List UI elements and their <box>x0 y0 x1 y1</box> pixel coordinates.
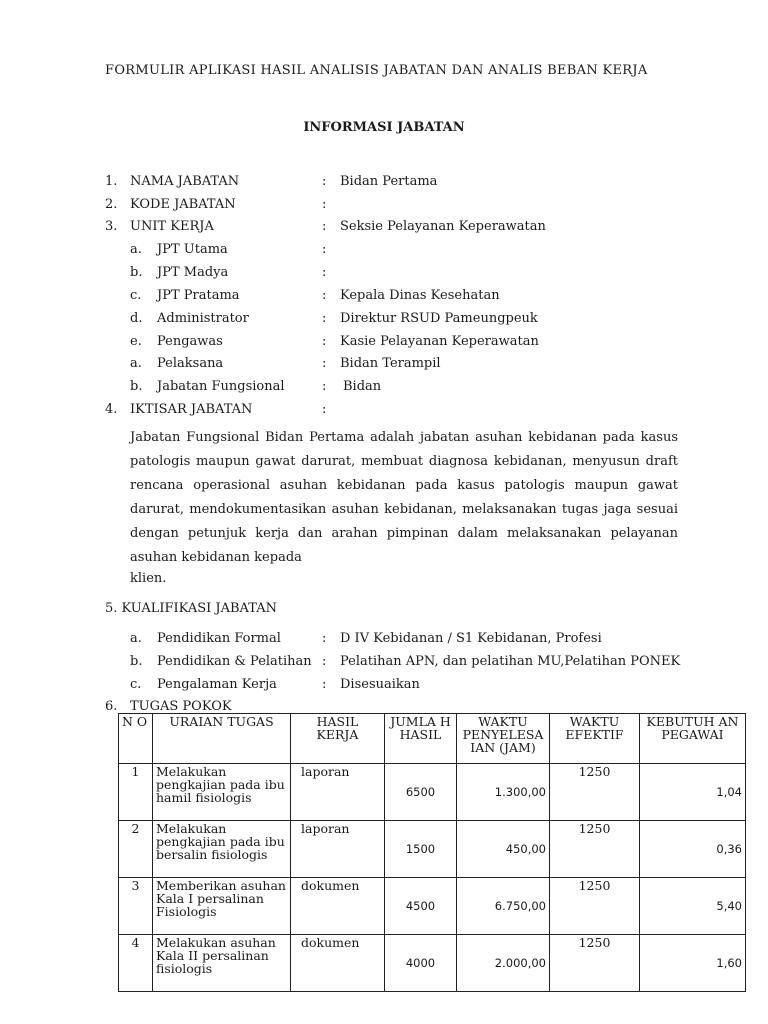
table-header-row <box>119 714 746 764</box>
qualification-marker: c. <box>130 677 142 692</box>
info-value: Bidan <box>343 379 382 394</box>
info-colon: : <box>322 379 327 394</box>
cell-uraian: Melakukan asuhan Kala II persalinan fisiologis <box>153 935 291 992</box>
cell-uraian: Memberikan asuhan Kala I persalinan Fisiologis <box>153 878 291 935</box>
info-label: JPT Madya <box>157 265 229 280</box>
cell-no: 4 <box>119 935 153 992</box>
info-label: UNIT KERJA <box>130 219 214 234</box>
cell-efektif: 1250 <box>550 821 640 878</box>
tasks-marker: 6. <box>105 699 118 714</box>
qualification-label: Pengalaman Kerja <box>157 677 277 692</box>
cell-waktu: 2.000,00 <box>457 935 550 992</box>
info-label: NAMA JABATAN <box>130 174 240 189</box>
cell-waktu: 450,00 <box>457 821 550 878</box>
cell-kebutuhan: 1,60 <box>640 935 746 992</box>
info-marker: 1. <box>105 174 118 189</box>
info-label: KODE JABATAN <box>130 197 236 212</box>
info-value: Kasie Pelayanan Keperawatan <box>340 334 539 349</box>
header-waktu-penyelesaian: WAKTU PENYELESA IAN (JAM) <box>457 714 550 764</box>
qualification-label: Pendidikan Formal <box>157 631 281 646</box>
cell-jumlah: 4500 <box>385 878 457 935</box>
cell-jumlah: 4000 <box>385 935 457 992</box>
cell-hasil: dokumen <box>291 878 385 935</box>
tasks-heading: TUGAS POKOK <box>130 699 232 714</box>
info-label: IKTISAR JABATAN <box>130 402 253 417</box>
cell-jumlah: 1500 <box>385 821 457 878</box>
info-label: JPT Utama <box>157 242 228 257</box>
cell-no: 1 <box>119 764 153 821</box>
info-colon: : <box>322 174 327 189</box>
info-colon: : <box>322 334 327 349</box>
qualification-colon: : <box>322 654 327 669</box>
qualification-value: Pelatihan APN, dan pelatihan MU,Pelatihan PONEK <box>340 654 681 669</box>
cell-no: 2 <box>119 821 153 878</box>
table-row <box>119 821 746 878</box>
header-hasil-kerja: HASIL KERJA <box>291 714 385 764</box>
info-colon: : <box>322 197 327 212</box>
job-summary-paragraph: Jabatan Fungsional Bidan Pertama adalah jabatan asuhan kebidanan pada kasus patologis maupun gawat darurat, membuat diagnosa kebidanan, menyusun draft rencana operasional asuhan kebidanan pada kasus patologis maupun gawat darurat, mendokumentasikan asuhan kebidanan, melaksanakan tugas jaga sesuai dengan petunjuk kerja dan arahan pimpinan dalam melaksanakan pelayanan asuhan kebidanan kepada <box>130 430 678 565</box>
info-marker: a. <box>130 242 142 257</box>
document-title: FORMULIR APLIKASI HASIL ANALISIS JABATAN DAN ANALIS BEBAN KERJA <box>105 63 648 78</box>
info-colon: : <box>322 242 327 257</box>
qualification-label: Pendidikan & Pelatihan <box>157 654 312 669</box>
qualification-value: D IV Kebidanan / S1 Kebidanan, Profesi <box>340 631 602 646</box>
info-value: Kepala Dinas Kesehatan <box>340 288 500 303</box>
cell-efektif: 1250 <box>550 878 640 935</box>
qualification-value: Disesuaikan <box>340 677 420 692</box>
info-label: Administrator <box>157 311 249 326</box>
header-no: N O <box>119 714 153 764</box>
table-row <box>119 935 746 992</box>
cell-kebutuhan: 5,40 <box>640 878 746 935</box>
tasks-table <box>118 713 746 992</box>
cell-uraian: Melakukan pengkajian pada ibu bersalin fisiologis <box>153 821 291 878</box>
cell-efektif: 1250 <box>550 935 640 992</box>
info-colon: : <box>322 311 327 326</box>
info-marker: c. <box>130 288 142 303</box>
qualification-heading: 5. KUALIFIKASI JABATAN <box>105 601 277 616</box>
cell-jumlah: 6500 <box>385 764 457 821</box>
cell-waktu: 1.300,00 <box>457 764 550 821</box>
table-row <box>119 764 746 821</box>
cell-uraian: Melakukan pengkajian pada ibu hamil fisiologis <box>153 764 291 821</box>
info-colon: : <box>322 288 327 303</box>
cell-kebutuhan: 1,04 <box>640 764 746 821</box>
header-waktu-efektif: WAKTU EFEKTIF <box>550 714 640 764</box>
qualification-marker: b. <box>130 654 143 669</box>
table-row <box>119 878 746 935</box>
info-marker: e. <box>130 334 142 349</box>
info-label: Pelaksana <box>157 356 224 371</box>
cell-kebutuhan: 0,36 <box>640 821 746 878</box>
info-label: Pengawas <box>157 334 223 349</box>
info-marker: a. <box>130 356 142 371</box>
info-label: JPT Pratama <box>157 288 240 303</box>
info-value: Bidan Terampil <box>340 356 441 371</box>
info-colon: : <box>322 219 327 234</box>
qualification-colon: : <box>322 631 327 646</box>
header-jumlah-hasil: JUMLA H HASIL <box>385 714 457 764</box>
info-label: Jabatan Fungsional <box>157 379 285 394</box>
info-colon: : <box>322 356 327 371</box>
info-value: Direktur RSUD Pameungpeuk <box>340 311 538 326</box>
qualification-colon: : <box>322 677 327 692</box>
info-colon: : <box>322 265 327 280</box>
section-heading: INFORMASI JABATAN <box>303 120 465 135</box>
info-colon: : <box>322 402 327 417</box>
info-marker: 2. <box>105 197 118 212</box>
info-marker: b. <box>130 265 143 280</box>
cell-efektif: 1250 <box>550 764 640 821</box>
info-value: Seksie Pelayanan Keperawatan <box>340 219 546 234</box>
info-marker: 4. <box>105 402 118 417</box>
cell-hasil: laporan <box>291 764 385 821</box>
cell-hasil: laporan <box>291 821 385 878</box>
info-value: Bidan Pertama <box>340 174 438 189</box>
header-uraian-tugas: URAIAN TUGAS <box>153 714 291 764</box>
info-marker: 3. <box>105 219 118 234</box>
qualification-marker: a. <box>130 631 142 646</box>
cell-waktu: 6.750,00 <box>457 878 550 935</box>
header-kebutuhan-pegawai: KEBUTUH AN PEGAWAI <box>640 714 746 764</box>
info-marker: d. <box>130 311 143 326</box>
info-marker: b. <box>130 379 143 394</box>
job-summary-tail: klien. <box>130 571 167 586</box>
cell-hasil: dokumen <box>291 935 385 992</box>
cell-no: 3 <box>119 878 153 935</box>
